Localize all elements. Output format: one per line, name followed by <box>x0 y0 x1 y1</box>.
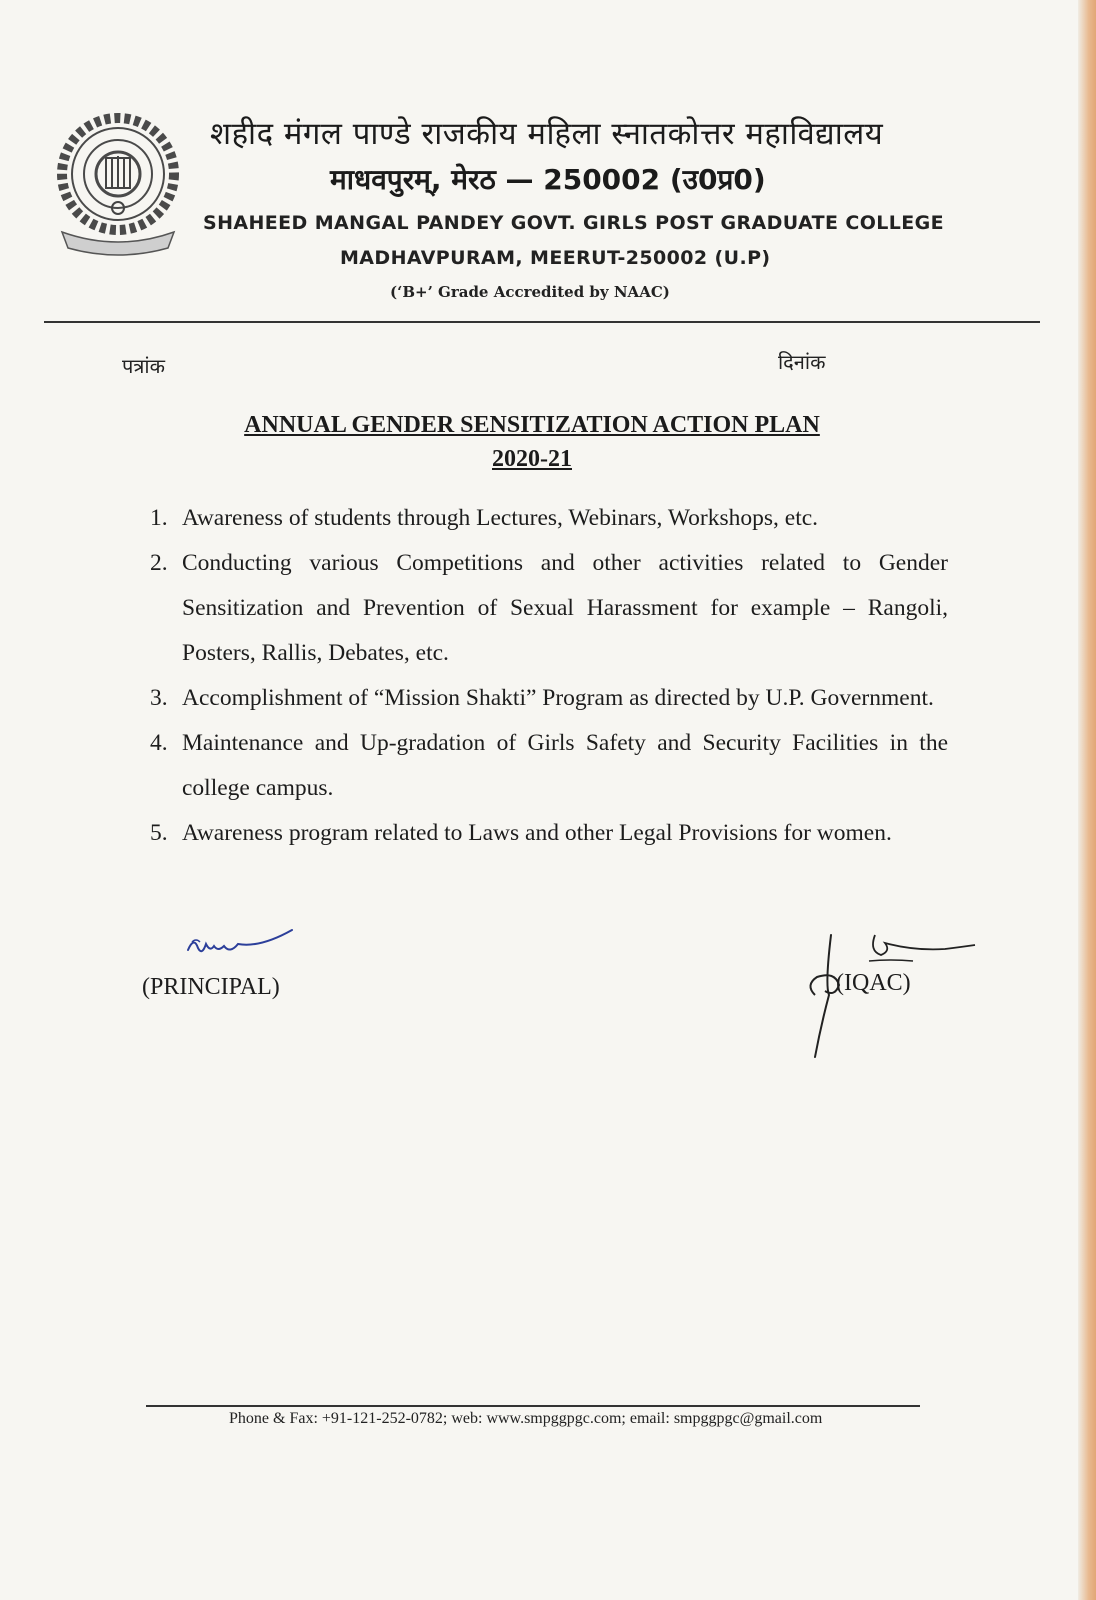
paper-edge <box>1078 0 1096 1600</box>
list-item-number: 3. <box>150 685 168 711</box>
document-title <box>200 412 864 439</box>
footer-divider <box>146 1405 920 1407</box>
list-item-text: Accomplishment of “Mission Shakti” Program as directed by U.P. Government. <box>182 685 934 711</box>
list-item <box>148 676 948 721</box>
document-year-text: 2020-21 <box>492 446 572 472</box>
list-item <box>148 721 948 811</box>
college-address-english: MADHAVPURAM, MEERUT-250002 (U.P) <box>340 247 771 269</box>
document-title-text: ANNUAL GENDER SENSITIZATION ACTION PLAN <box>244 412 820 438</box>
list-item-text: Awareness of students through Lectures, Webinars, Workshops, etc. <box>182 505 819 531</box>
list-item <box>148 541 948 676</box>
college-name-english: SHAHEED MANGAL PANDEY GOVT. GIRLS POST GRADUATE COLLEGE <box>203 212 945 234</box>
header-divider <box>44 321 1040 323</box>
list-item-number: 2. <box>150 550 168 576</box>
college-name-hindi: शहीद मंगल पाण्डे राजकीय महिला स्नातकोत्तर महाविद्यालय <box>210 116 884 152</box>
accreditation-note: (‘B+’ Grade Accredited by NAAC) <box>390 283 670 301</box>
iqac-label: (IQAC) <box>836 970 911 996</box>
list-item-number: 1. <box>150 505 168 531</box>
list-item <box>148 496 948 541</box>
college-address-hindi: माधवपुरम्, मेरठ — 250002 (उ0प्र0) <box>330 163 766 196</box>
document-year <box>200 446 864 473</box>
list-item-number: 4. <box>150 730 168 756</box>
principal-label: (PRINCIPAL) <box>142 974 280 1000</box>
date-label: दिनांक <box>778 350 826 374</box>
list-item-number: 5. <box>150 820 168 846</box>
list-item-text: Conducting various Competitions and other activities related to Gender Sensitization and Prevention of Sexual Harassment for example – Rangoli, Posters, Rallis, Debates, etc. <box>182 550 948 666</box>
reference-number-label: पत्रांक <box>122 354 165 378</box>
action-plan-list <box>148 496 948 856</box>
list-item <box>148 811 948 856</box>
contact-footer: Phone & Fax: +91-121-252-0782; web: www.smpggpgc.com; email: smpggpgc@gmail.com <box>229 1410 823 1427</box>
principal-signature-icon <box>180 922 300 967</box>
list-item-text: Maintenance and Up-gradation of Girls Safety and Security Facilities in the college campus. <box>182 730 948 801</box>
college-seal-icon <box>56 112 186 262</box>
list-item-text: Awareness program related to Laws and other Legal Provisions for women. <box>182 820 892 846</box>
